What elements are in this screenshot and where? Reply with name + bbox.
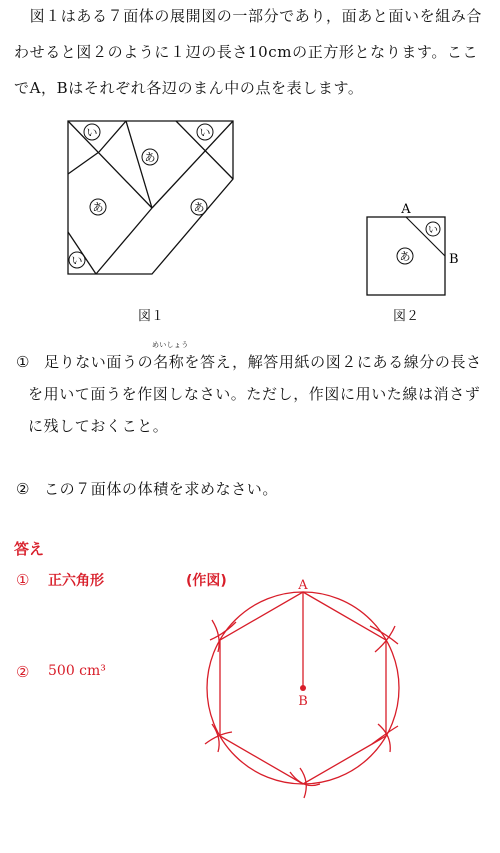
figure-2-square <box>355 195 465 305</box>
compass-arc <box>210 622 236 640</box>
fig1-label-a: あ <box>193 201 205 214</box>
question-2-text: この７面体の体積を求めなさい。 <box>44 480 279 498</box>
fig2-face-a <box>397 248 413 264</box>
answer-1-number: ① <box>16 571 30 589</box>
fig2-label-i: い <box>428 225 438 236</box>
fig1-label-a: あ <box>92 201 104 214</box>
question-2-number: ② <box>16 480 30 498</box>
question-1-number: ① <box>16 353 30 371</box>
compass-arc <box>372 726 398 744</box>
question-1-ruby: めいしょう <box>152 341 189 349</box>
figure-1-caption: 図１ <box>138 309 165 324</box>
figure-1-net <box>60 112 250 282</box>
fig2-label-a: あ <box>399 250 411 263</box>
fig1-label-i: い <box>86 126 98 139</box>
fig2-face-i <box>426 222 440 236</box>
problem-line-3: でA，Bはそれぞれ各辺のまん中の点を表します。 <box>14 79 364 97</box>
fig1-face-a-left <box>90 199 106 215</box>
problem-line-1: 図１はある７面体の展開図の一部分であり，面あと面いを組み合 <box>14 7 483 25</box>
fig2-point-b: B <box>449 252 459 267</box>
construction-label: (作図) <box>186 573 227 589</box>
fig1-face-i-top-left <box>84 124 100 140</box>
answer-2-text: 500 cm³ <box>48 663 106 679</box>
construction-point-a: A <box>298 578 308 593</box>
fig1-label-a: あ <box>144 151 156 164</box>
question-1-line-3: に残しておくこと。 <box>28 417 169 435</box>
figure-2-caption: 図２ <box>393 309 420 324</box>
question-1-line-2: を用いて面うを作図しなさい。ただし，作図に用いた線は消さず <box>28 385 481 403</box>
question-1-line-1: 足りない面うの名称を答え，解答用紙の図２にある線分の長さ <box>44 353 482 371</box>
problem-line-2: わせると図２のように１辺の長さ10cmの正方形となります。ここ <box>14 43 479 61</box>
fig1-face-i-bottom <box>69 252 85 268</box>
answer-heading: 答え <box>14 540 45 558</box>
answer-1-text: 正六角形 <box>48 573 104 589</box>
fig1-face-a-right <box>191 199 207 215</box>
fig1-label-i: い <box>71 254 83 267</box>
center-point <box>300 685 306 691</box>
fig1-face-i-top-right <box>197 124 213 140</box>
answer-2-number: ② <box>16 663 30 681</box>
fig1-face-a-top <box>142 149 158 165</box>
fig2-point-a: A <box>401 202 411 217</box>
construction-drawing <box>195 575 410 805</box>
construction-point-b: B <box>298 694 308 709</box>
fig1-label-i: い <box>199 126 211 139</box>
